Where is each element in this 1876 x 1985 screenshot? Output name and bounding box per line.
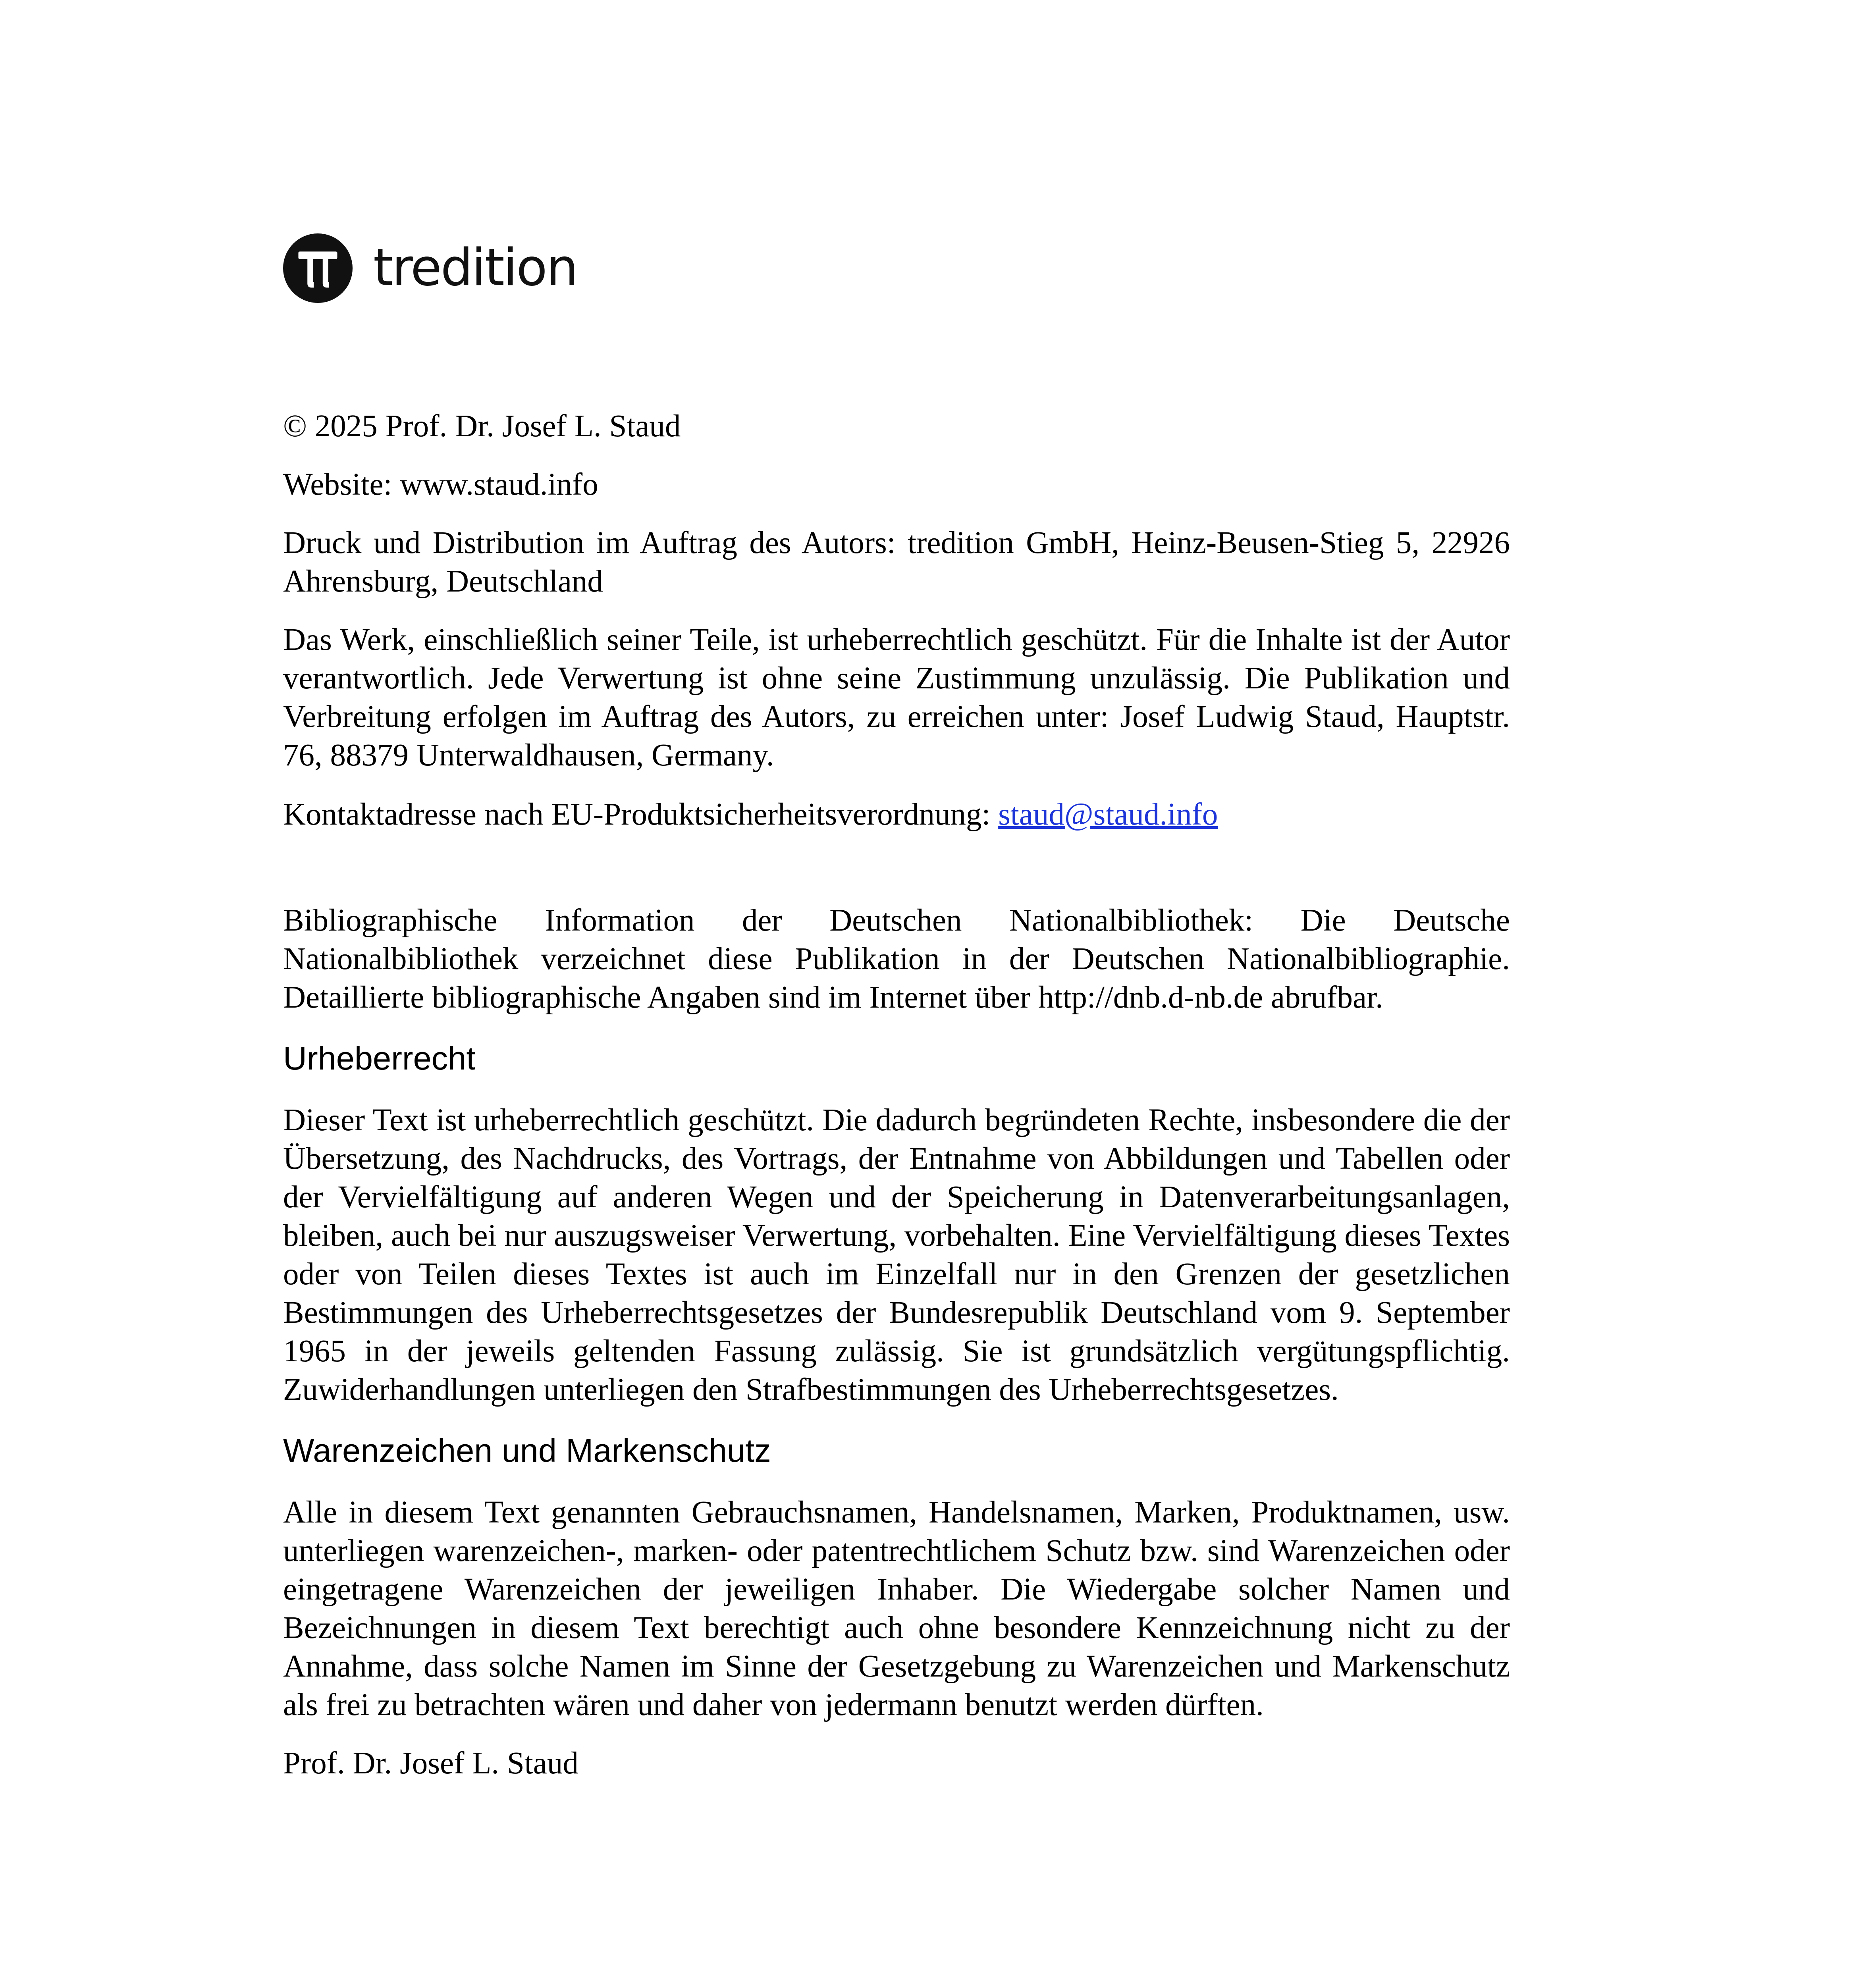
contact-email-link[interactable]: staud@staud.info (998, 797, 1218, 832)
trademark-heading: Warenzeichen und Markenschutz (283, 1432, 771, 1469)
copyright-line: © 2025 Prof. Dr. Josef L. Staud (283, 409, 681, 443)
contact-line (283, 795, 1510, 834)
copyright-heading: Urheberrecht (283, 1040, 476, 1077)
bibliographic-paragraph: Bibliographische Information der Deutschen Nationalbibliothek: Die Deutsche Nationalbibliothek verzeichnet diese Publikation in der Deutschen Nationalbibliographie. Detaillierte bibliographische Angaben sind im Internet über http://dnb.d-nb.de abrufbar. (283, 903, 1510, 1015)
imprint-page (283, 230, 1510, 1783)
contact-label: Kontaktadresse nach EU-Produktsicherheitsverordnung: (283, 797, 999, 832)
website-line: Website: www.staud.info (283, 467, 598, 502)
tredition-logo-icon (283, 233, 353, 303)
print-distribution-line: Druck und Distribution im Auftrag des Autors: tredition GmbH, Heinz-Beusen-Stieg 5, 22926 Ahrensburg, Deutschland (283, 526, 1510, 599)
trademark-paragraph: Alle in diesem Text genannten Gebrauchsnamen, Handelsnamen, Marken, Produktnamen, usw. unterliegen warenzeichen-, marken- oder patentrechtlichem Schutz bzw. sind Warenzeichen oder eingetragene Warenzeichen der jeweiligen Inhaber. Die Wiedergabe solcher Namen und Bezeichnungen in diesem Text berechtigt auch ohne besondere Kennzeichnung nicht zu der Annahme, dass solche Namen im Sinne der Gesetzgebung zu Warenzeichen und Markenschutz als frei zu betrachten wären und daher von jedermann benutzt werden dürften. (283, 1495, 1510, 1722)
publisher-logo (283, 230, 1510, 306)
author-signature: Prof. Dr. Josef L. Staud (283, 1746, 578, 1781)
copyright-paragraph: Dieser Text ist urheberrechtlich geschützt. Die dadurch begründeten Rechte, insbesondere die der Übersetzung, des Nachdrucks, des Vortrags, der Entnahme von Abbildungen und Tabellen oder der Vervielfältigung auf anderen Wegen und der Speicherung in Datenverarbeitungsanlagen, bleiben, auch bei nur auszugsweiser Verwertung, vorbehalten. Eine Vervielfältigung dieses Textes oder von Teilen dieses Textes ist auch im Einzelfall nur in den Grenzen der gesetzlichen Bestimmungen des Urheberrechtsgesetzes der Bundesrepublik Deutschland vom 9. September 1965 in der jeweils geltenden Fassung zulässig. Sie ist grundsätzlich vergütungspflichtig. Zuwiderhandlungen unterliegen den Strafbestimmungen des Urheberrechtsgesetzes. (283, 1103, 1510, 1407)
logo-wordmark: tredition (373, 238, 577, 297)
rights-paragraph: Das Werk, einschließlich seiner Teile, ist urheberrechtlich geschützt. Für die Inhalte ist der Autor verantwortlich. Jede Verwertung ist ohne seine Zustimmung unzulässig. Die Publikation und Verbreitung erfolgen im Auftrag des Autors, zu erreichen unter: Josef Ludwig Staud, Hauptstr. 76, 88379 Unterwaldhausen, Germany. (283, 622, 1510, 773)
